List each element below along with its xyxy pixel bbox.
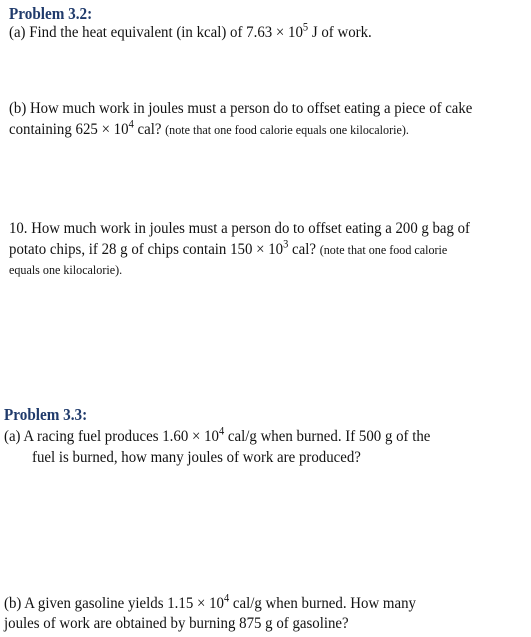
problem-3-3a-line2: fuel is burned, how many joules of work are produced? [32,449,361,466]
problem-3-2a-pre: (a) Find the heat equivalent (in kcal) of 7.63 × 10 [9,24,303,41]
problem-3-2a-exponent: 5 [302,21,309,34]
question-10-line1: 10. How much work in joules must a person do to offset eating a 200 g bag of [9,220,470,237]
problem-3-2a-text [9,23,372,43]
problem-3-2b-line1: (b) How much work in joules must a person do to offset eating a piece of cake [9,100,473,117]
problem-3-2b-line2 [9,120,409,140]
problem-3-3a-exponent: 4 [219,425,225,438]
question-10-mid: cal? [288,241,320,258]
question-10-line2 [9,240,447,260]
problem-3-3a-pre: (a) A racing fuel produces 1.60 × 10 [4,428,220,445]
problem-3-2b-pre: containing 625 × 10 [9,121,129,138]
problem-3-3b-post: cal/g when burned. How many [229,595,416,612]
problem-3-2b-exponent: 4 [128,118,134,131]
problem-3-3b-line1 [4,594,416,614]
problem-3-3b-exponent: 4 [224,592,230,605]
problem-3-3b-line2: joules of work are obtained by burning 875 g of gasoline? [4,615,349,632]
problem-3-2b-note: (note that one food calorie equals one kilocalorie). [165,122,409,137]
problem-3-2a-post: J of work. [308,24,372,41]
problem-3-3a-line1 [4,427,430,447]
question-10-line3: equals one kilocalorie). [9,262,123,277]
question-10-exponent: 3 [283,238,289,251]
problem-3-2-heading: Problem 3.2: [9,4,93,23]
problem-3-3a-post: cal/g when burned. If 500 g of the [224,428,431,445]
problem-3-3-heading: Problem 3.3: [4,405,88,424]
problem-3-2b-mid: cal? [133,121,166,138]
question-10-note: (note that one food calorie [319,242,448,257]
problem-3-3b-pre: (b) A given gasoline yields 1.15 × 10 [4,595,225,612]
question-10-pre: potato chips, if 28 g of chips contain 150 × 10 [9,241,284,258]
